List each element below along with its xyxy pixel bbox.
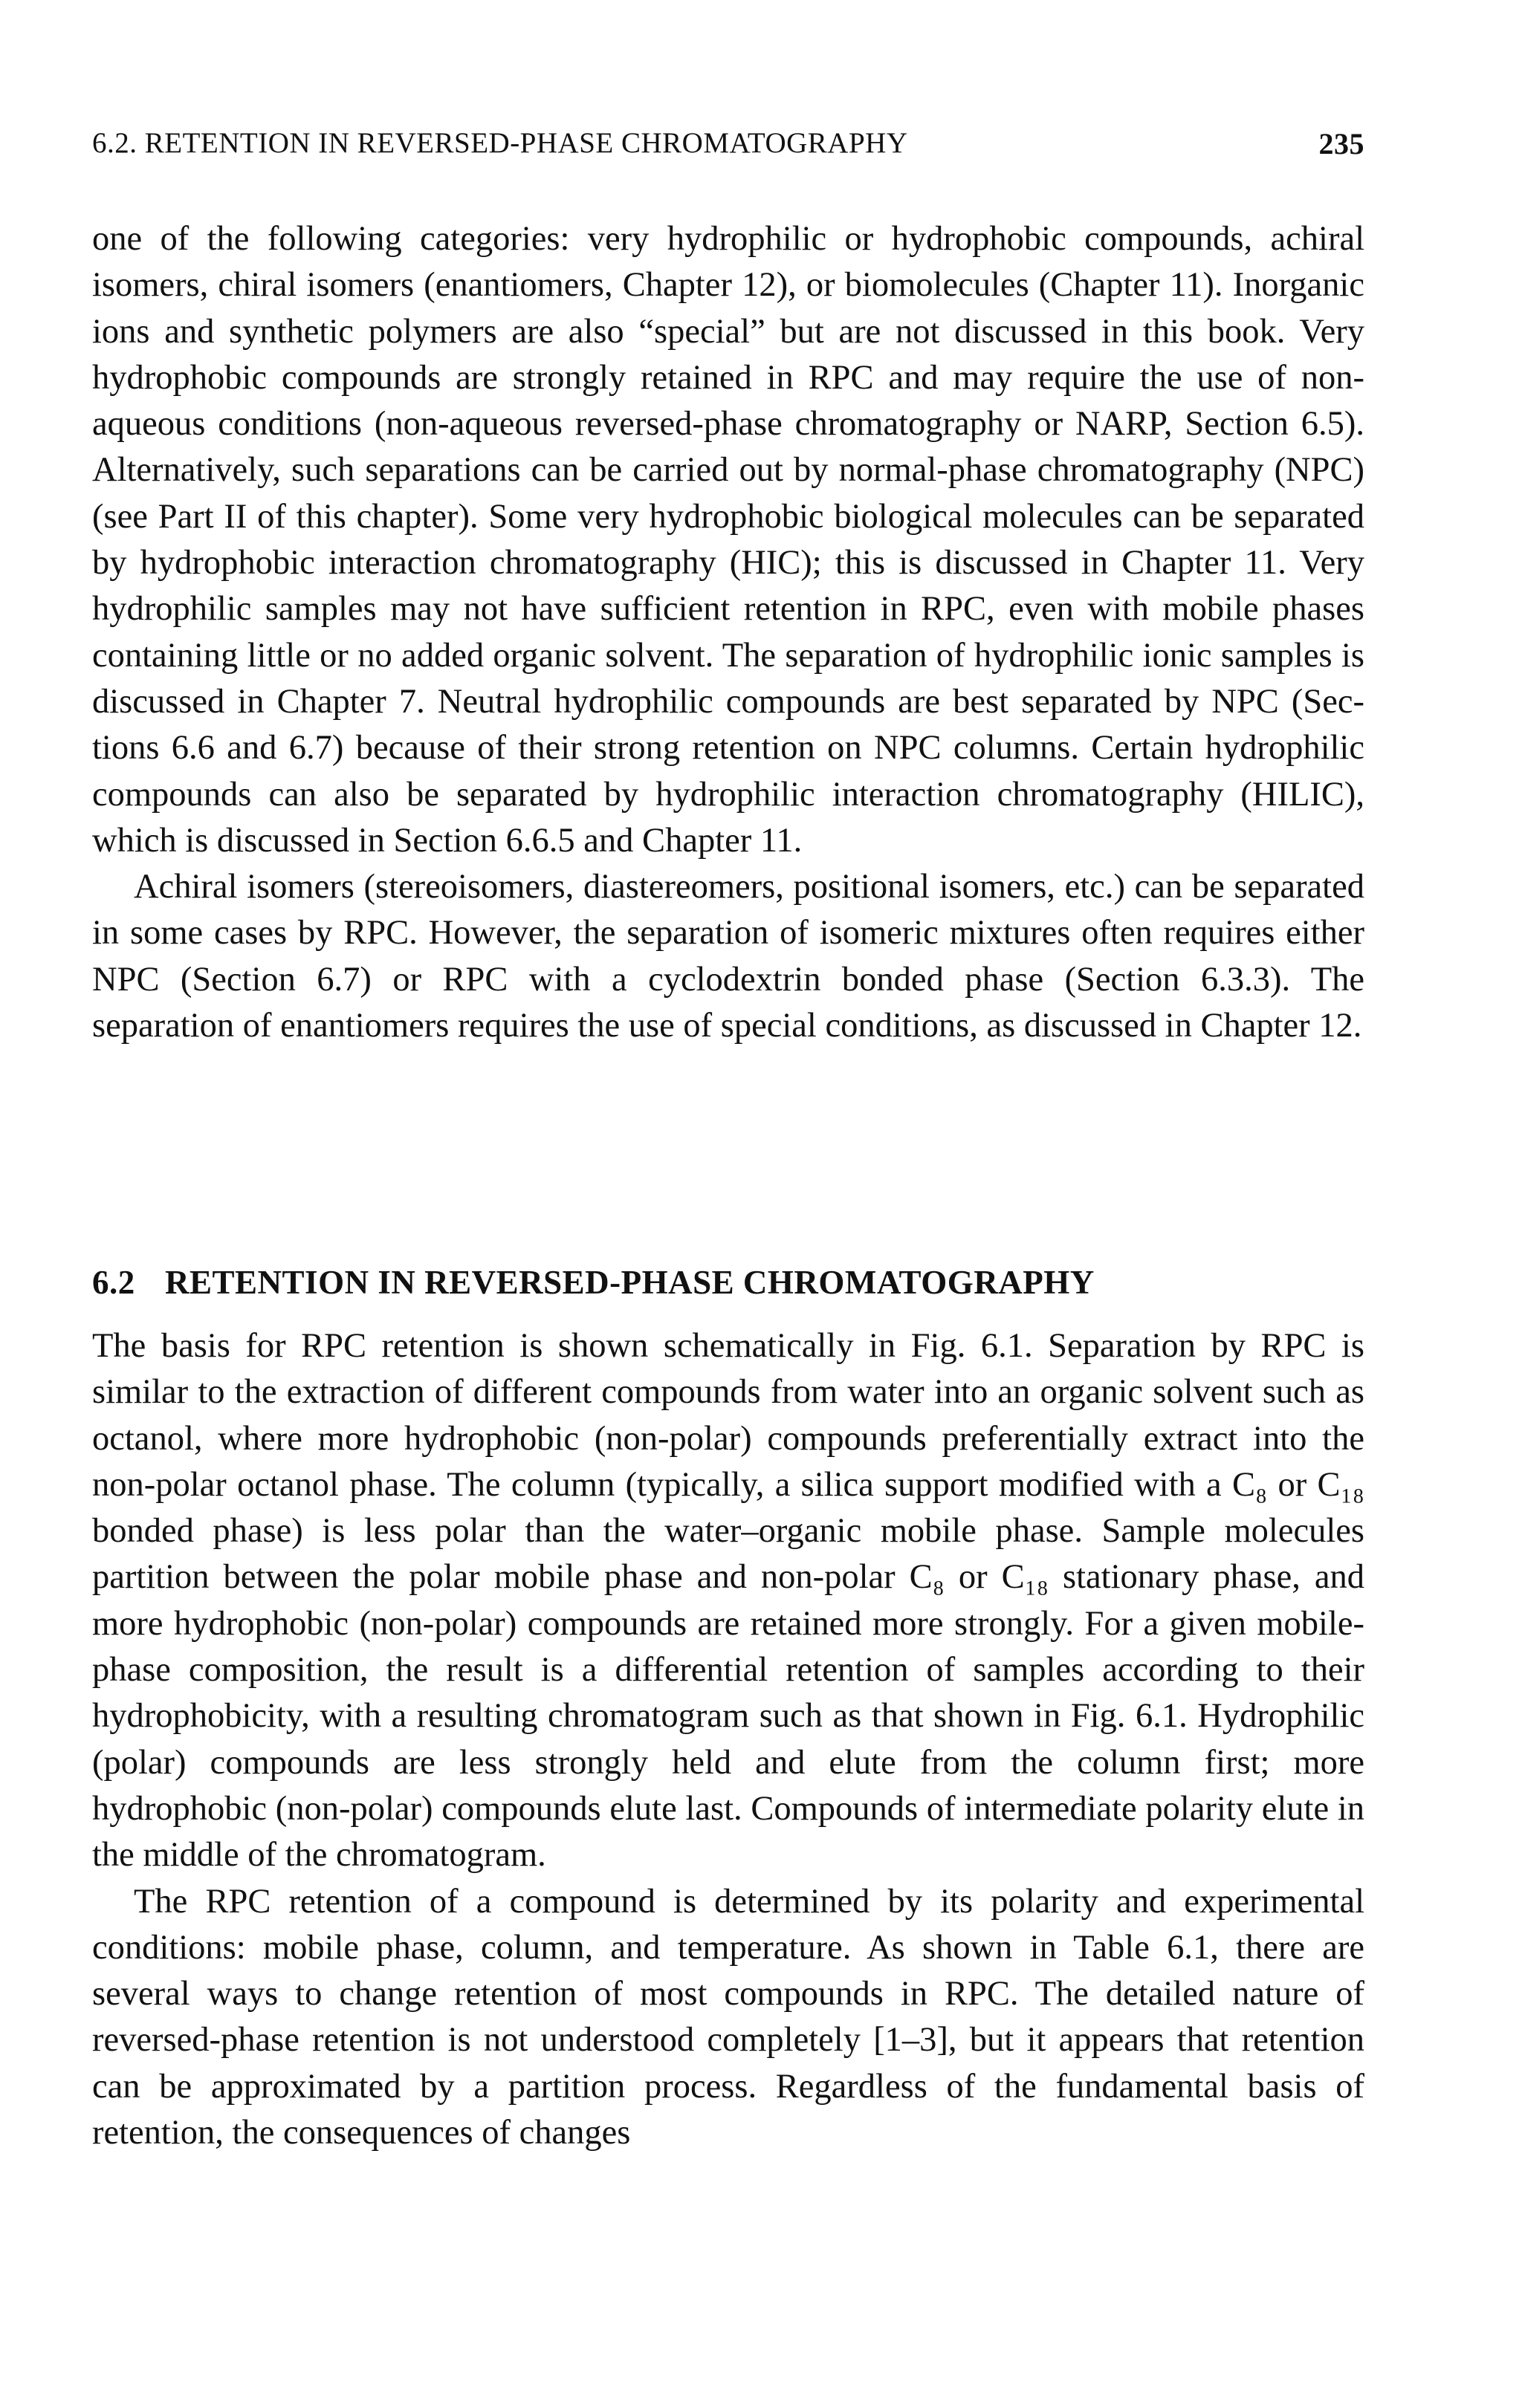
paragraph-achiral-isomers: Achiral isomers (stereoisomers, diastereomers, positional isomers, etc.) can be separated in some cases by RPC. However, the separation of isomeric mixtures often requires either NPC (Section 6.7) or RPC with a cyclodextrin bonded phase (Section 6.3.3). The separation of enantiomers requires the use of special conditions, as discussed in Chapter 12. xyxy=(92,868,1364,1045)
text-block-before-heading xyxy=(92,216,1364,1049)
text-block-after-heading xyxy=(92,1323,1364,2156)
paragraph-continued: one of the following categories: very hydrophilic or hydrophobic compounds, achiral isomers, chiral isomers (enantiomers, Chapter 12), or biomolecules (Chapter 11). Inorganic ions and synthetic polymers are also “special” but are not discussed in this book. Very hydrophobic compounds are strongly retained in RPC and may require the use of non-aqueous conditions (non-aqueous reversed-phase chromatography or NARP, Section 6.5). Alternatively, such separations can be carried out by normal-phase chromatography (NPC) (see Part II of this chapter). Some very hydrophobic biological molecules can be separated by hydrophobic interaction chromatography (HIC); this is discussed in Chapter 11. Very hydrophilic samples may not have sufficient retention in RPC, even with mobile phases containing little or no added organic solvent. The separation of hydrophilic ionic samples is discussed in Chapter 7. Neutral hydrophilic compounds are best separated by NPC (Sections 6.6 and 6.7) because of their strong retention on NPC columns. Certain hydrophilic compounds can also be separated by hydrophilic interaction chromatography (HILIC), which is discussed in Section 6.6.5 and Chapter 11. xyxy=(92,220,1364,860)
running-head-title: 6.2. RETENTION IN REVERSED-PHASE CHROMATOGRAPHY xyxy=(92,127,908,159)
section-title: RETENTION IN REVERSED-PHASE CHROMATOGRAPHY xyxy=(165,1264,1095,1301)
running-head xyxy=(92,126,1364,171)
section-heading xyxy=(92,1263,1364,1302)
section-number: 6.2 xyxy=(92,1264,135,1301)
paragraph-rpc-retention: The RPC retention of a compound is determined by its polarity and experimental conditions: mobile phase, column, and temperature. As shown in Table 6.1, there are several ways to change retention of most compounds in RPC. The detailed nature of reversed-phase retention is not understood completely [1–3], but it appears that retention can be approximated by a partition process. Regardless of the fundamental basis of retention, the consequences of changes xyxy=(92,1882,1364,2152)
page-number: 235 xyxy=(1318,127,1364,160)
paragraph-rpc-basis: The basis for RPC retention is shown schematically in Fig. 6.1. Separation by RPC is similar to the extraction of different compounds from water into an organic solvent such as octanol, where more hydrophobic (non-polar) compounds preferentially extract into the non-polar octanol phase. The column (typically, a silica support modified with a C₈ or C₁₈ bonded phase) is less polar than the water–organic mobile phase. Sample molecules partition between the polar mobile phase and non-polar C₈ or C₁₈ stationary phase, and more hydrophobic (non-polar) compounds are retained more strongly. For a given mobile-phase composition, the result is a differential retention of samples according to their hydrophobicity, with a resulting chromatogram such as that shown in Fig. 6.1. Hydrophilic (polar) compounds are less strongly held and elute from the column first; more hydrophobic (non-polar) compounds elute last. Compounds of intermediate polarity elute in the middle of the chromatogram. xyxy=(92,1327,1364,1875)
